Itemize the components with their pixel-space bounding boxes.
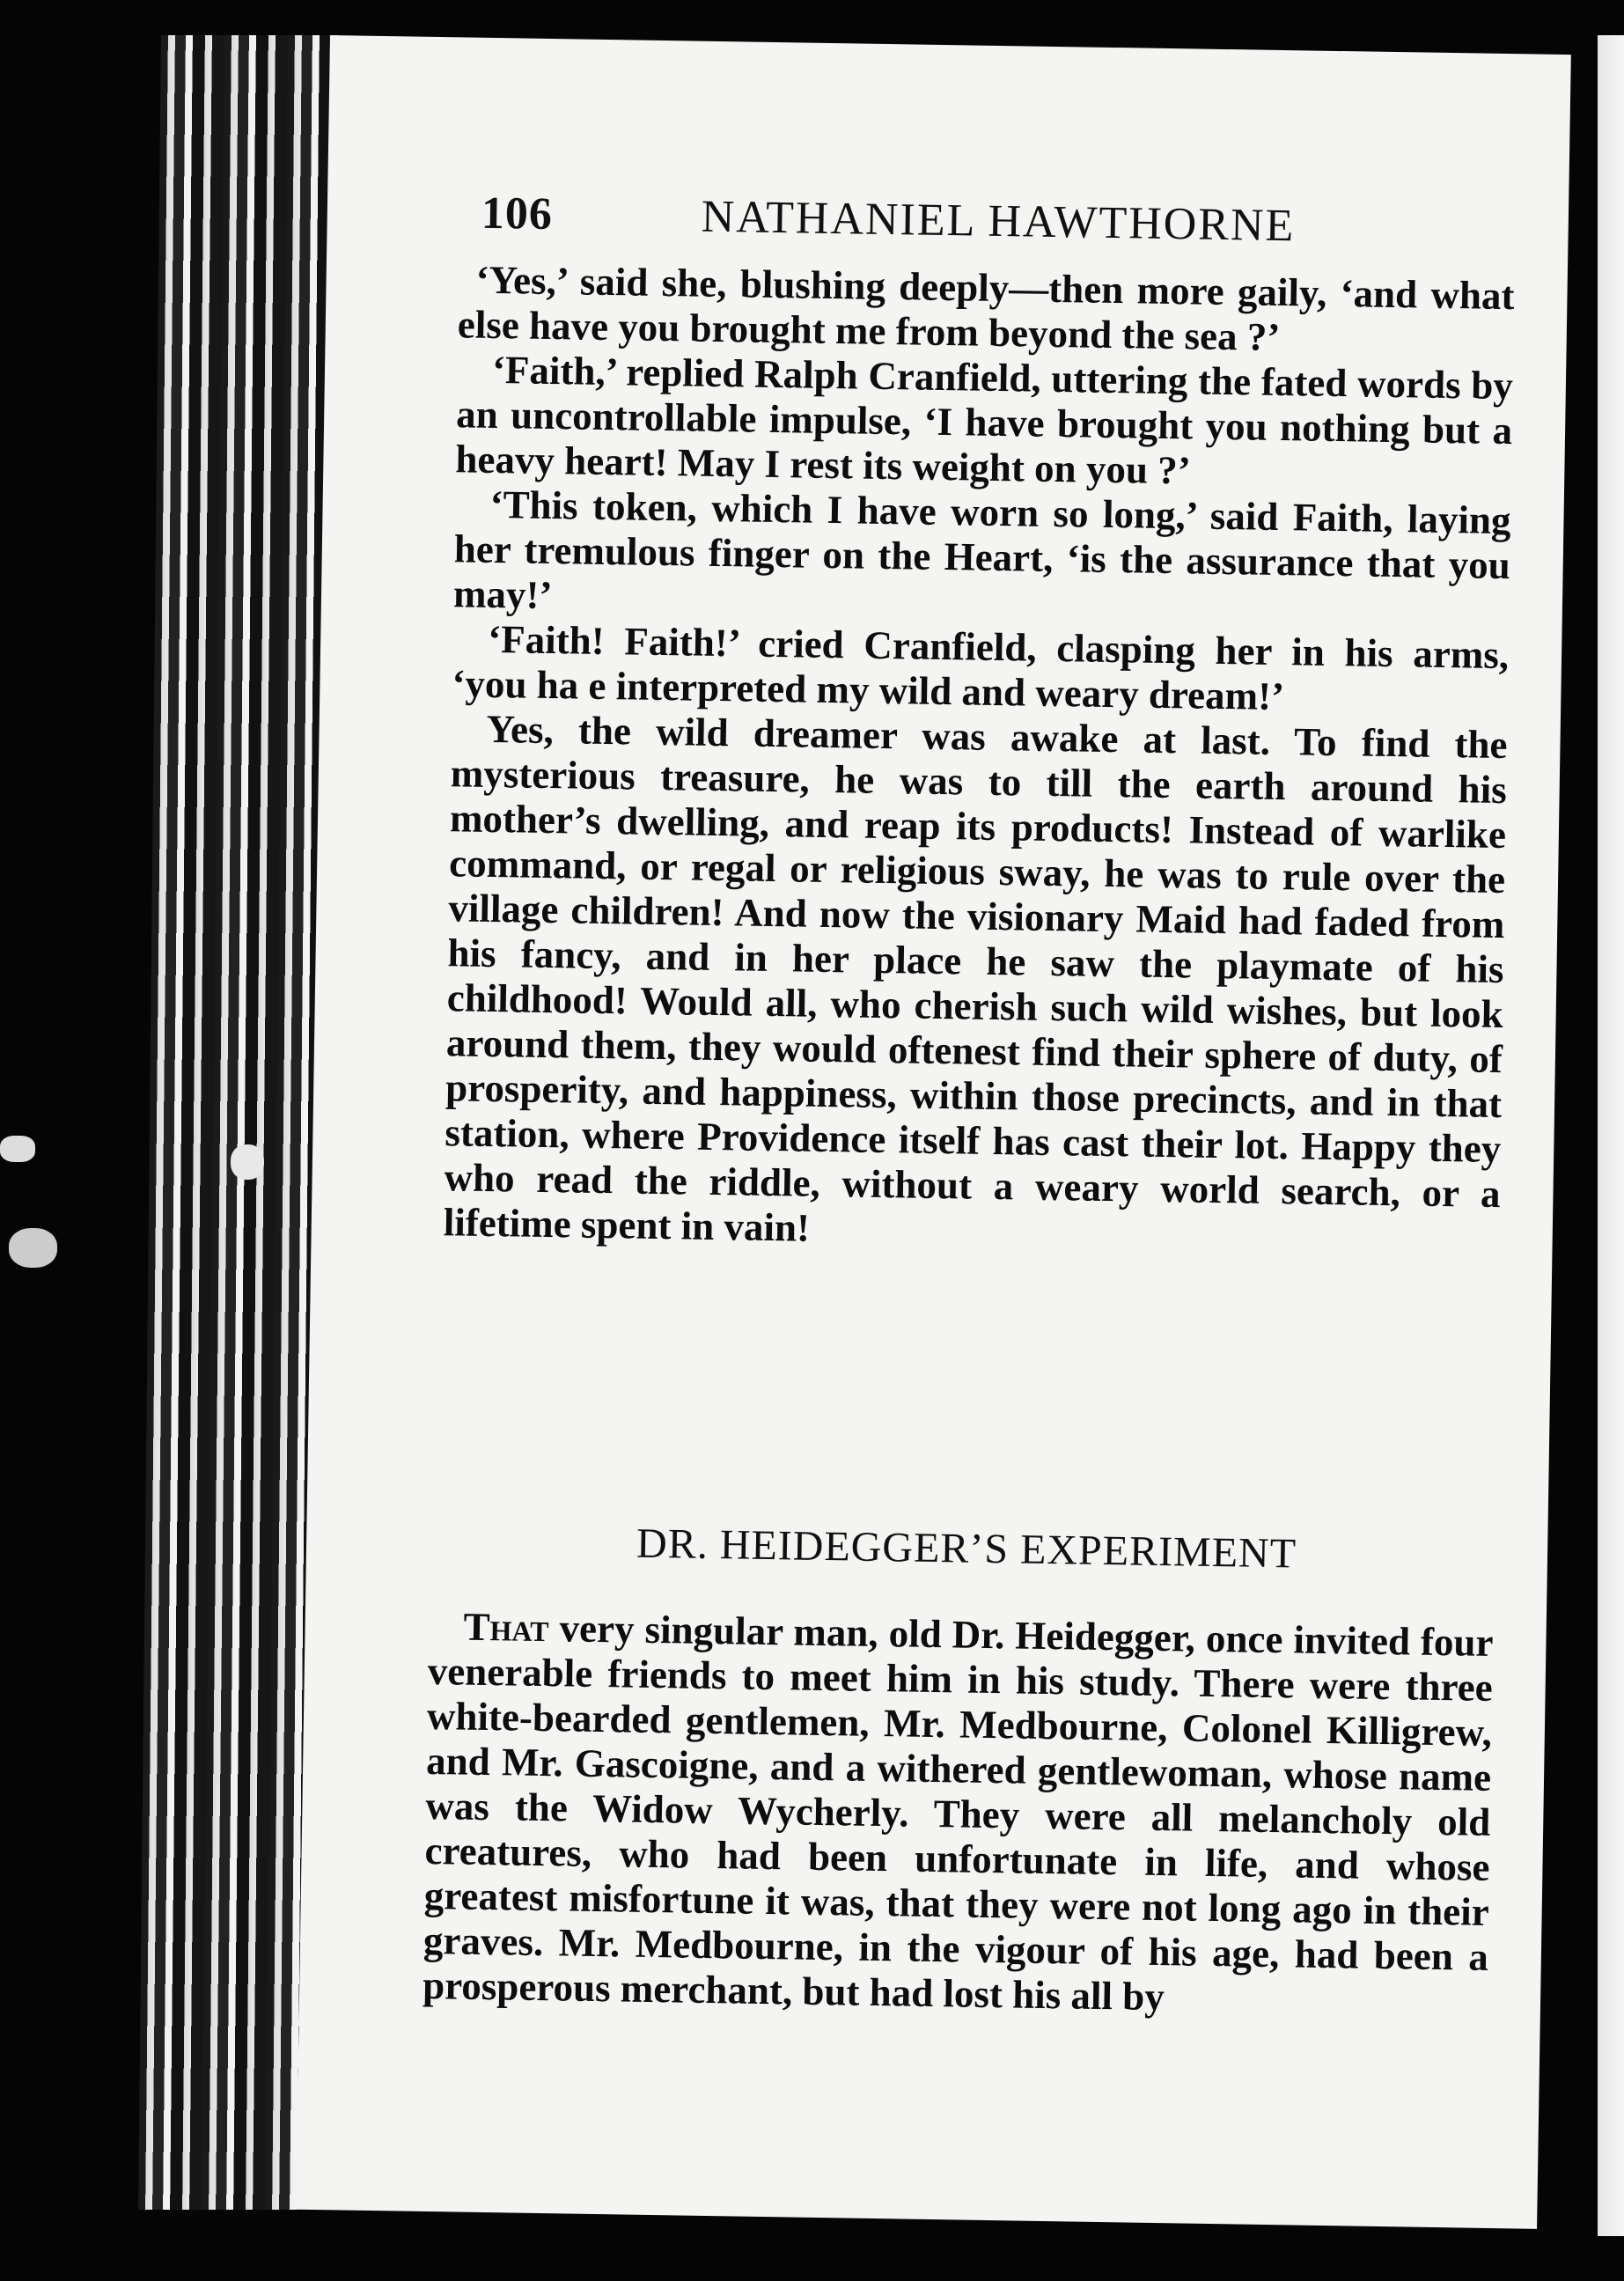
paragraph: ‘This token, which I have worn so long,’ said Faith, laying her tremulous finger on the Heart, ‘is the assurance that you may!’ [452,482,1511,618]
page-header [481,188,1494,265]
section-heading: DR. HEIDEGGER’S EXPERIMENT [636,1519,1297,1578]
paper-fragment [231,1144,264,1180]
facing-page-edge [1571,35,1624,2236]
opening-text: very singular man, old Dr. Heidegger, once invited four venerable friends to meet him in his study. There were three white-bearded gentlemen, Mr. Medbourne, Colonel Killigrew, and Mr. Gascoigne, and a withered gentlewoman, whose name was the Widow Wycherly. They were all melancholy old creatures, who had been unfortunate in life, and whose greatest misfortune it was, that they were not long ago in their graves. Mr. Medbourne, in the vigour of his age, had been a prosperous merchant, but had lost his all by [422,1606,1494,2020]
paragraph: ‘Faith! Faith!’ cried Cranfield, clasping her in his arms, ‘you ha e interpreted my wild and weary dream!’ [452,616,1510,719]
page-number: 106 [481,188,554,239]
opening-word: That [463,1604,549,1651]
paper-fragment [9,1228,57,1268]
paragraph: ‘Yes,’ said she, blushing deeply—then more gaily, ‘and what else have you brought me from beyond the sea ?’ [457,257,1515,359]
paragraph: ‘Faith,’ replied Ralph Cranfield, uttering the fated words by an uncontrollable impulse, ‘I have brought you nothing but a heavy heart! May I rest its weight on you ?’ [455,347,1514,493]
section-opening-text [423,1604,1494,2025]
story-ending-text [443,257,1514,1262]
running-title: NATHANIEL HAWTHORNE [701,191,1296,252]
paragraph: Yes, the wild dreamer was awake at last. To find the mysterious treasure, he was to till the earth around his mother’s dwelling, and reap its products! Instead of warlike command, or regal or religious sway, he was to rule over the village children! And now the visionary Maid had faded from his fancy, and in her place he saw the playmate of his childhood! Would all, who cherish such wild wishes, but look around them, they would oftenest find their sphere of duty, of prosperity, and happiness, within those precincts, and in that station, where Providence itself has cast their lot. Happy they who read the riddle, without a weary world search, or a lifetime spent in vain! [443,706,1508,1250]
book-page [296,35,1571,2229]
paper-fragment [0,1136,35,1162]
paragraph [423,1604,1494,2025]
